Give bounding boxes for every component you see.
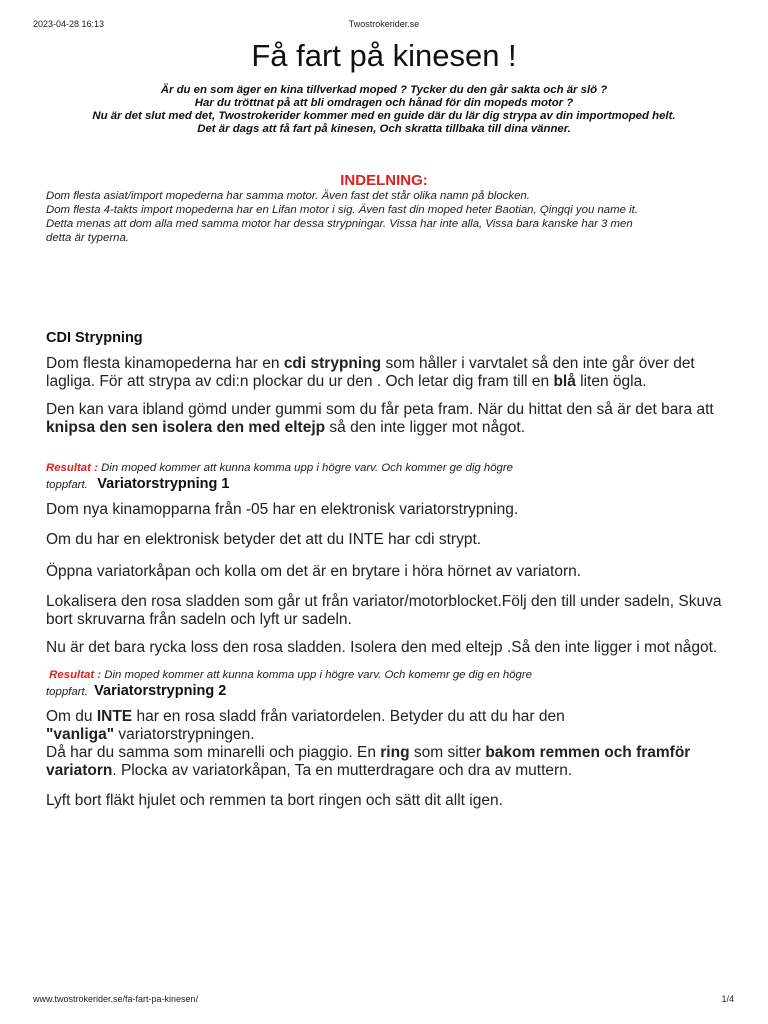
variator-2-paragraph-2 (46, 744, 736, 780)
bold-run: ring (380, 744, 410, 761)
text-run: variatorstrypningen. (114, 726, 255, 743)
result-text: Din moped kommer att kunna komma upp i högre varv. Och komemr ge dig en högre (101, 669, 533, 681)
result-line (46, 477, 513, 492)
cdi-heading: CDI Strypning (46, 330, 143, 346)
indelning-heading: INDELNING: (340, 172, 428, 189)
bold-run: INTE (96, 708, 133, 725)
variator-1-paragraph: Öppna variatorkåpan och kolla om det är en brytare i höra hörnet av variatorn. (46, 563, 582, 580)
intro-line: Det är dags att få fart på kinesen, Och skratta tillbaka till dina vänner. (197, 123, 571, 135)
intro-line: Är du en som äger en kina tillverkad moped ? Tycker du den går sakta och är slö ? (160, 84, 608, 96)
result-note-2 (46, 668, 532, 699)
intro-line: Har du tröttnat på att bli omdragen och hånad för din mopeds motor ? (194, 97, 574, 109)
indelning-line: Detta menas att dom alla med samma motor har dessa strypningar. Vissa har inte alla, Vissa bara kanske har 3 men (46, 218, 633, 230)
result-line (46, 461, 513, 475)
variator-1-paragraph: Lokalisera den rosa sladden som går ut från variator/motorblocket.Följ den till under sadeln, Skuva bort skruvarna från sadeln och lyft ur sadeln. (46, 593, 722, 628)
result-text: Din moped kommer att kunna komma upp i högre varv. Och kommer ge dig högre (97, 462, 514, 474)
result-line (46, 668, 532, 682)
intro-line: Nu är det slut med det, Twostrokerider kommer med en guide där du lär dig strypa av din importmoped helt. (92, 110, 676, 122)
result-text: toppfart. (46, 686, 88, 698)
variator-2-heading: Variatorstrypning 2 (94, 683, 227, 699)
text-run: Då har du samma som minarelli och piaggio. En (46, 744, 381, 761)
bold-run: "vanliga" (46, 726, 115, 743)
bold-run: cdi strypning (283, 355, 382, 372)
cdi-paragraph-1 (46, 355, 736, 391)
bold-run: knipsa den sen isolera den med eltejp (46, 419, 326, 436)
indelning-line: Dom flesta 4-takts import mopederna har en Lifan motor i sig. Även fast din moped heter Baotian, Qingqi you name it. (46, 204, 638, 216)
variator-1-paragraph: Nu är det bara rycka loss den rosa sladden. Isolera den med eltejp .Så den inte ligger i mot något. (46, 639, 718, 656)
page-title: Få fart på kinesen ! (251, 38, 517, 73)
text-run: Dom flesta kinamopederna har en (46, 355, 284, 372)
result-label: Resultat : (49, 669, 102, 681)
variator-1-heading: Variatorstrypning 1 (97, 476, 230, 492)
text-run: så den inte ligger mot något. (325, 419, 525, 436)
variator-1-section (46, 501, 736, 657)
variator-2-paragraph-1 (46, 708, 736, 744)
text-run: Om du (46, 708, 97, 725)
text-run: har en rosa sladd från variatordelen. Betyder du att du har den (132, 708, 565, 725)
bold-run: bakom remmen och framför variatorn (46, 744, 691, 779)
variator-2-section (46, 708, 736, 810)
variator-1-paragraph: Dom nya kinamopparna från -05 har en elektronisk variatorstrypning. (46, 501, 519, 518)
text-run: liten ögla. (575, 373, 647, 390)
indelning-line: Dom flesta asiat/import mopederna har samma motor. Även fast det står olika namn på blocken. (46, 190, 530, 202)
print-datetime: 2023-04-28 16:13 (33, 19, 105, 29)
result-line (46, 684, 532, 699)
print-site-name: Twostrokerider.se (348, 19, 420, 29)
intro-text (0, 84, 768, 136)
indelning-line: detta är typerna. (46, 232, 129, 244)
result-note-1 (46, 461, 513, 492)
text-run: . Plocka av variatorkåpan, Ta en mutterdragare och dra av muttern. (112, 762, 573, 779)
text-run: Den kan vara ibland gömd under gummi som du får peta fram. När du hittat den så är det bara att (46, 401, 714, 418)
variator-2-paragraph-3: Lyft bort fläkt hjulet och remmen ta bort ringen och sätt dit allt igen. (46, 792, 503, 809)
cdi-section (46, 355, 736, 437)
cdi-paragraph-2 (46, 401, 736, 437)
text-run: som sitter (409, 744, 486, 761)
text-run: som håller i varvtalet så den inte går över det lagliga. För att strypa av cdi:n plockar du ur den . Och letar dig fram till en (46, 355, 695, 390)
result-label: Resultat : (46, 462, 98, 474)
bold-run: blå (553, 373, 576, 390)
variator-1-paragraph: Om du har en elektronisk betyder det att du INTE har cdi strypt. (46, 531, 482, 548)
indelning-text (46, 189, 726, 245)
footer-url: www.twostrokerider.se/fa-fart-pa-kinesen/ (33, 994, 199, 1004)
result-text: toppfart. (46, 479, 88, 491)
footer-page-number: 1/4 (721, 994, 734, 1004)
